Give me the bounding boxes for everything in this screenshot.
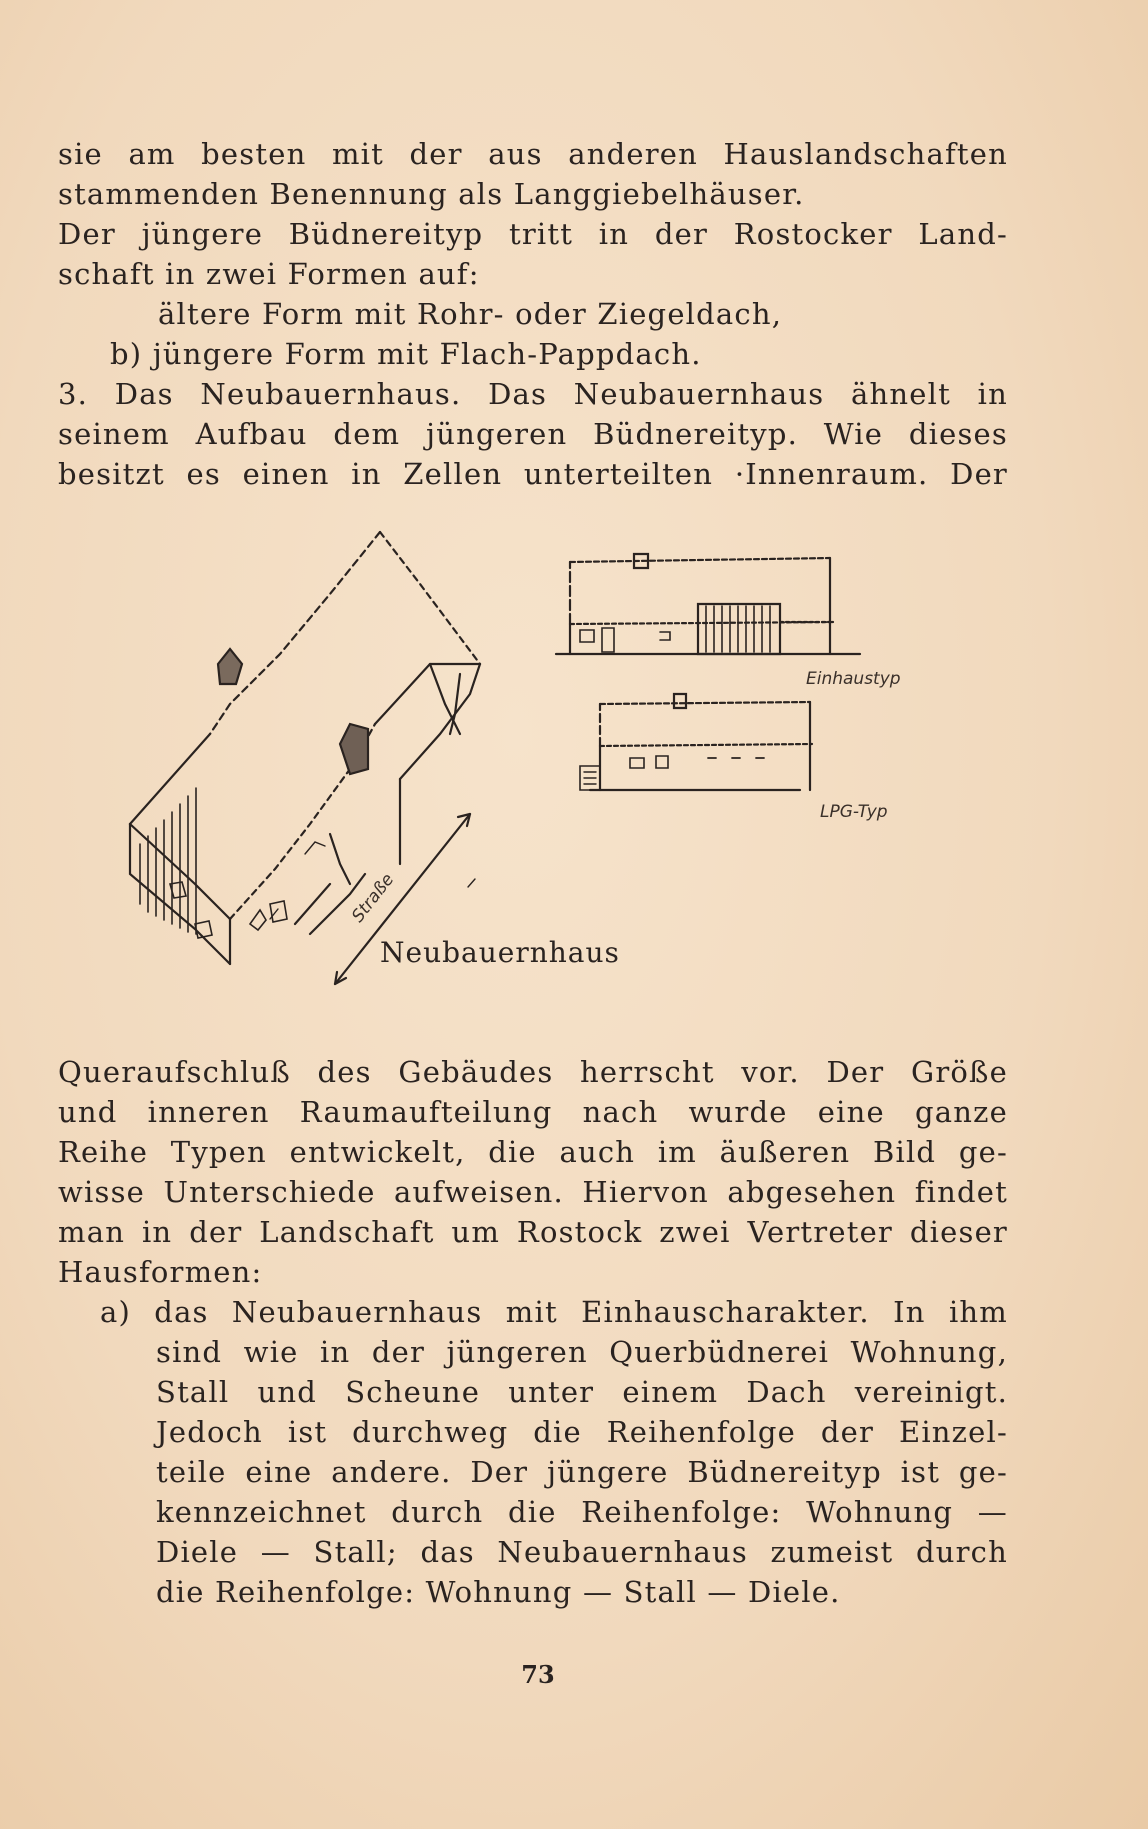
list-item-line: teile eine andere. Der jüngere Büdnereityp ist ge- bbox=[156, 1455, 1008, 1489]
list-item-line: Stall und Scheune unter einem Dach vereinigt. bbox=[156, 1375, 1008, 1409]
list-item-line: kennzeichnet durch die Reihenfolge: Wohnung — bbox=[156, 1495, 1008, 1529]
text-line: und inneren Raumaufteilung nach wurde eine ganze bbox=[58, 1095, 1008, 1129]
text-line: schaft in zwei Formen auf: bbox=[58, 257, 480, 291]
list-item: ältere Form mit Rohr- oder Ziegeldach, bbox=[158, 297, 783, 331]
text-line: wisse Unterschiede aufweisen. Hiervon abgesehen findet bbox=[58, 1175, 1008, 1209]
street-label: Straße bbox=[348, 869, 399, 927]
list-item-line: sind wie in der jüngeren Querbüdnerei Wohnung, bbox=[156, 1335, 1008, 1369]
text-block-top bbox=[58, 134, 1008, 494]
neubauernhaus-figure bbox=[100, 524, 960, 994]
text-line: Reihe Typen entwickelt, die auch im äußeren Bild ge- bbox=[58, 1135, 1008, 1169]
perspective-house-sketch bbox=[130, 532, 480, 984]
list-item: a) das Neubauernhaus mit Einhauscharakter. In ihm bbox=[100, 1295, 1008, 1329]
figure-caption: Neubauernhaus bbox=[380, 936, 620, 969]
list-item: b) jüngere Form mit Flach-Pappdach. bbox=[110, 337, 702, 371]
list-item-line: Jedoch ist durchweg die Reihenfolge der Einzel- bbox=[156, 1415, 1008, 1449]
text-line: sie am besten mit der aus anderen Hauslandschaften bbox=[58, 137, 1008, 171]
text-block-bottom bbox=[58, 1052, 1008, 1612]
einhaustyp-sketch bbox=[556, 554, 860, 654]
house-sketches bbox=[100, 524, 960, 994]
text-line: man in der Landschaft um Rostock zwei Vertreter dieser bbox=[58, 1215, 1008, 1249]
section-heading-line: 3. Das Neubauernhaus. Das Neubauernhaus ähnelt in bbox=[58, 377, 1008, 411]
list-item-line: Diele — Stall; das Neubauernhaus zumeist durch bbox=[156, 1535, 1008, 1569]
text-line: Hausformen: bbox=[58, 1255, 263, 1289]
einhaustyp-label: Einhaustyp bbox=[806, 669, 901, 689]
page-number: 73 bbox=[521, 1660, 555, 1689]
lpg-typ-sketch bbox=[580, 694, 812, 790]
text-line: seinem Aufbau dem jüngeren Büdnereityp. Wie dieses bbox=[58, 417, 1008, 451]
text-line: besitzt es einen in Zellen unterteilten ·Innenraum. Der bbox=[58, 457, 1008, 491]
list-item-line: die Reihenfolge: Wohnung — Stall — Diele. bbox=[156, 1575, 841, 1609]
text-line: Der jüngere Büdnereityp tritt in der Rostocker Land- bbox=[58, 217, 1008, 251]
lpg-typ-label: LPG-Typ bbox=[820, 802, 888, 822]
text-line: stammenden Benennung als Langgiebelhäuser. bbox=[58, 177, 805, 211]
text-line: Queraufschluß des Gebäudes herrscht vor. Der Größe bbox=[58, 1055, 1008, 1089]
